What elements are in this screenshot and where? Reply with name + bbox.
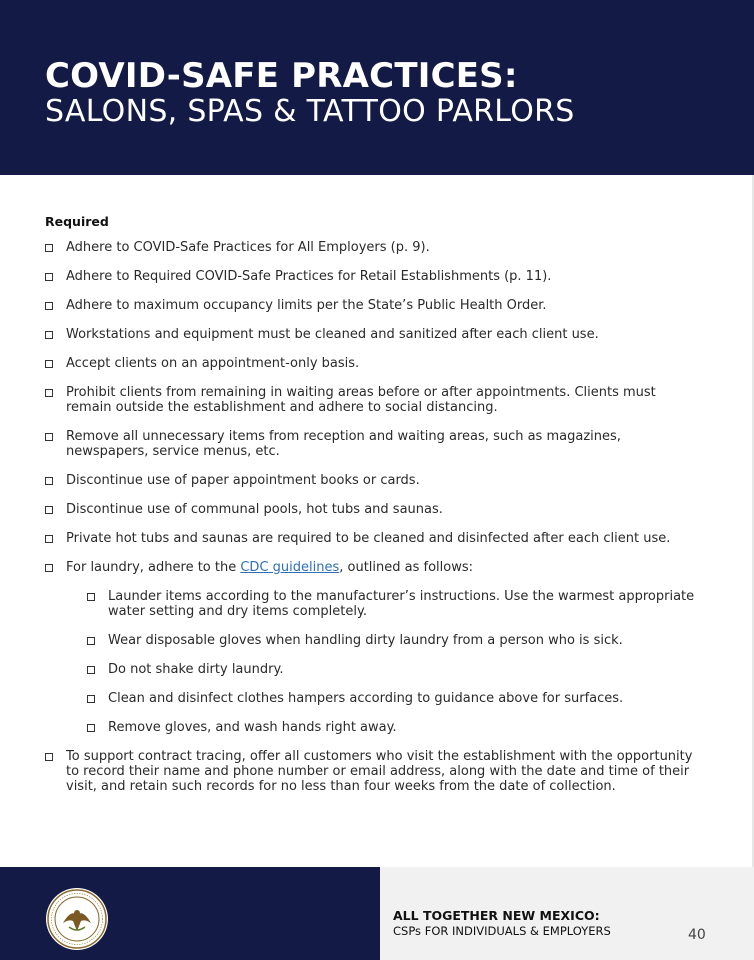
list-item: Adhere to Required COVID-Safe Practices for Retail Establishments (p. 11). (45, 269, 705, 284)
checkbox-icon (45, 535, 53, 543)
checkbox-icon (45, 433, 53, 441)
sub-list-item: Wear disposable gloves when handling dirty laundry from a person who is sick. (87, 633, 705, 648)
state-seal-icon (45, 887, 109, 951)
list-item: Discontinue use of paper appointment books or cards. (45, 473, 705, 488)
page-title-line-2: SALONS, SPAS & TATTOO PARLORS (45, 94, 575, 129)
list-item: To support contract tracing, offer all customers who visit the establishment with the opportunity to record their name and phone number or email address, along with the date and time of their visit, and retain such records for no less than four weeks from the date of collection. (45, 749, 705, 794)
sub-list-item: Remove gloves, and wash hands right away. (87, 720, 705, 735)
checkbox-icon (87, 637, 95, 645)
checkbox-icon (87, 695, 95, 703)
list-item: Private hot tubs and saunas are required to be cleaned and disinfected after each client use. (45, 531, 705, 546)
footer-title: ALL TOGETHER NEW MEXICO: (393, 908, 600, 923)
checkbox-icon (87, 593, 95, 601)
page-number: 40 (688, 927, 706, 943)
checkbox-icon (45, 244, 53, 252)
list-item: Adhere to COVID-Safe Practices for All Employers (p. 9). (45, 240, 705, 255)
required-section (45, 214, 705, 808)
checkbox-icon (45, 477, 53, 485)
list-item: Accept clients on an appointment-only basis. (45, 356, 705, 371)
list-item: Prohibit clients from remaining in waiting areas before or after appointments. Clients must remain outside the establishment and adhere to social distancing. (45, 385, 705, 415)
checkbox-icon (45, 564, 53, 572)
checkbox-icon (45, 302, 53, 310)
list-item: Remove all unnecessary items from reception and waiting areas, such as magazines, newspapers, service menus, etc. (45, 429, 705, 459)
list-item: Adhere to maximum occupancy limits per the State’s Public Health Order. (45, 298, 705, 313)
checkbox-icon (87, 666, 95, 674)
checkbox-icon (45, 389, 53, 397)
checkbox-icon (45, 360, 53, 368)
page-header (0, 0, 754, 175)
laundry-sublist (66, 589, 705, 735)
list-item: Workstations and equipment must be cleaned and sanitized after each client use. (45, 327, 705, 342)
checkbox-icon (45, 753, 53, 761)
sub-list-item: Launder items according to the manufacturer’s instructions. Use the warmest appropriate water setting and dry items completely. (87, 589, 705, 619)
section-heading: Required (45, 214, 109, 229)
checkbox-icon (45, 273, 53, 281)
sub-list-item: Clean and disinfect clothes hampers according to guidance above for surfaces. (87, 691, 705, 706)
checkbox-icon (87, 724, 95, 732)
laundry-item: For laundry, adhere to the CDC guidelines, outlined as follows: Launder items according to the manufacturer’s instructions. Use the warmest appropriate water setting and dry items completely. Wear disposable gloves when handling dirty laundry from a person who is sick. Do not shake dirty laundry. Clean and disinfect clothes hampers according to guidance above for surfaces. Remove gloves, and wash hands right away. (45, 560, 705, 735)
list-item: Discontinue use of communal pools, hot tubs and saunas. (45, 502, 705, 517)
requirements-list (45, 240, 705, 794)
page-title-line-1: COVID-SAFE PRACTICES: (45, 56, 518, 96)
checkbox-icon (45, 506, 53, 514)
cdc-guidelines-link[interactable]: CDC guidelines (240, 560, 340, 575)
checkbox-icon (45, 331, 53, 339)
sub-list-item: Do not shake dirty laundry. (87, 662, 705, 677)
footer-subtitle: CSPs FOR INDIVIDUALS & EMPLOYERS (393, 924, 611, 938)
